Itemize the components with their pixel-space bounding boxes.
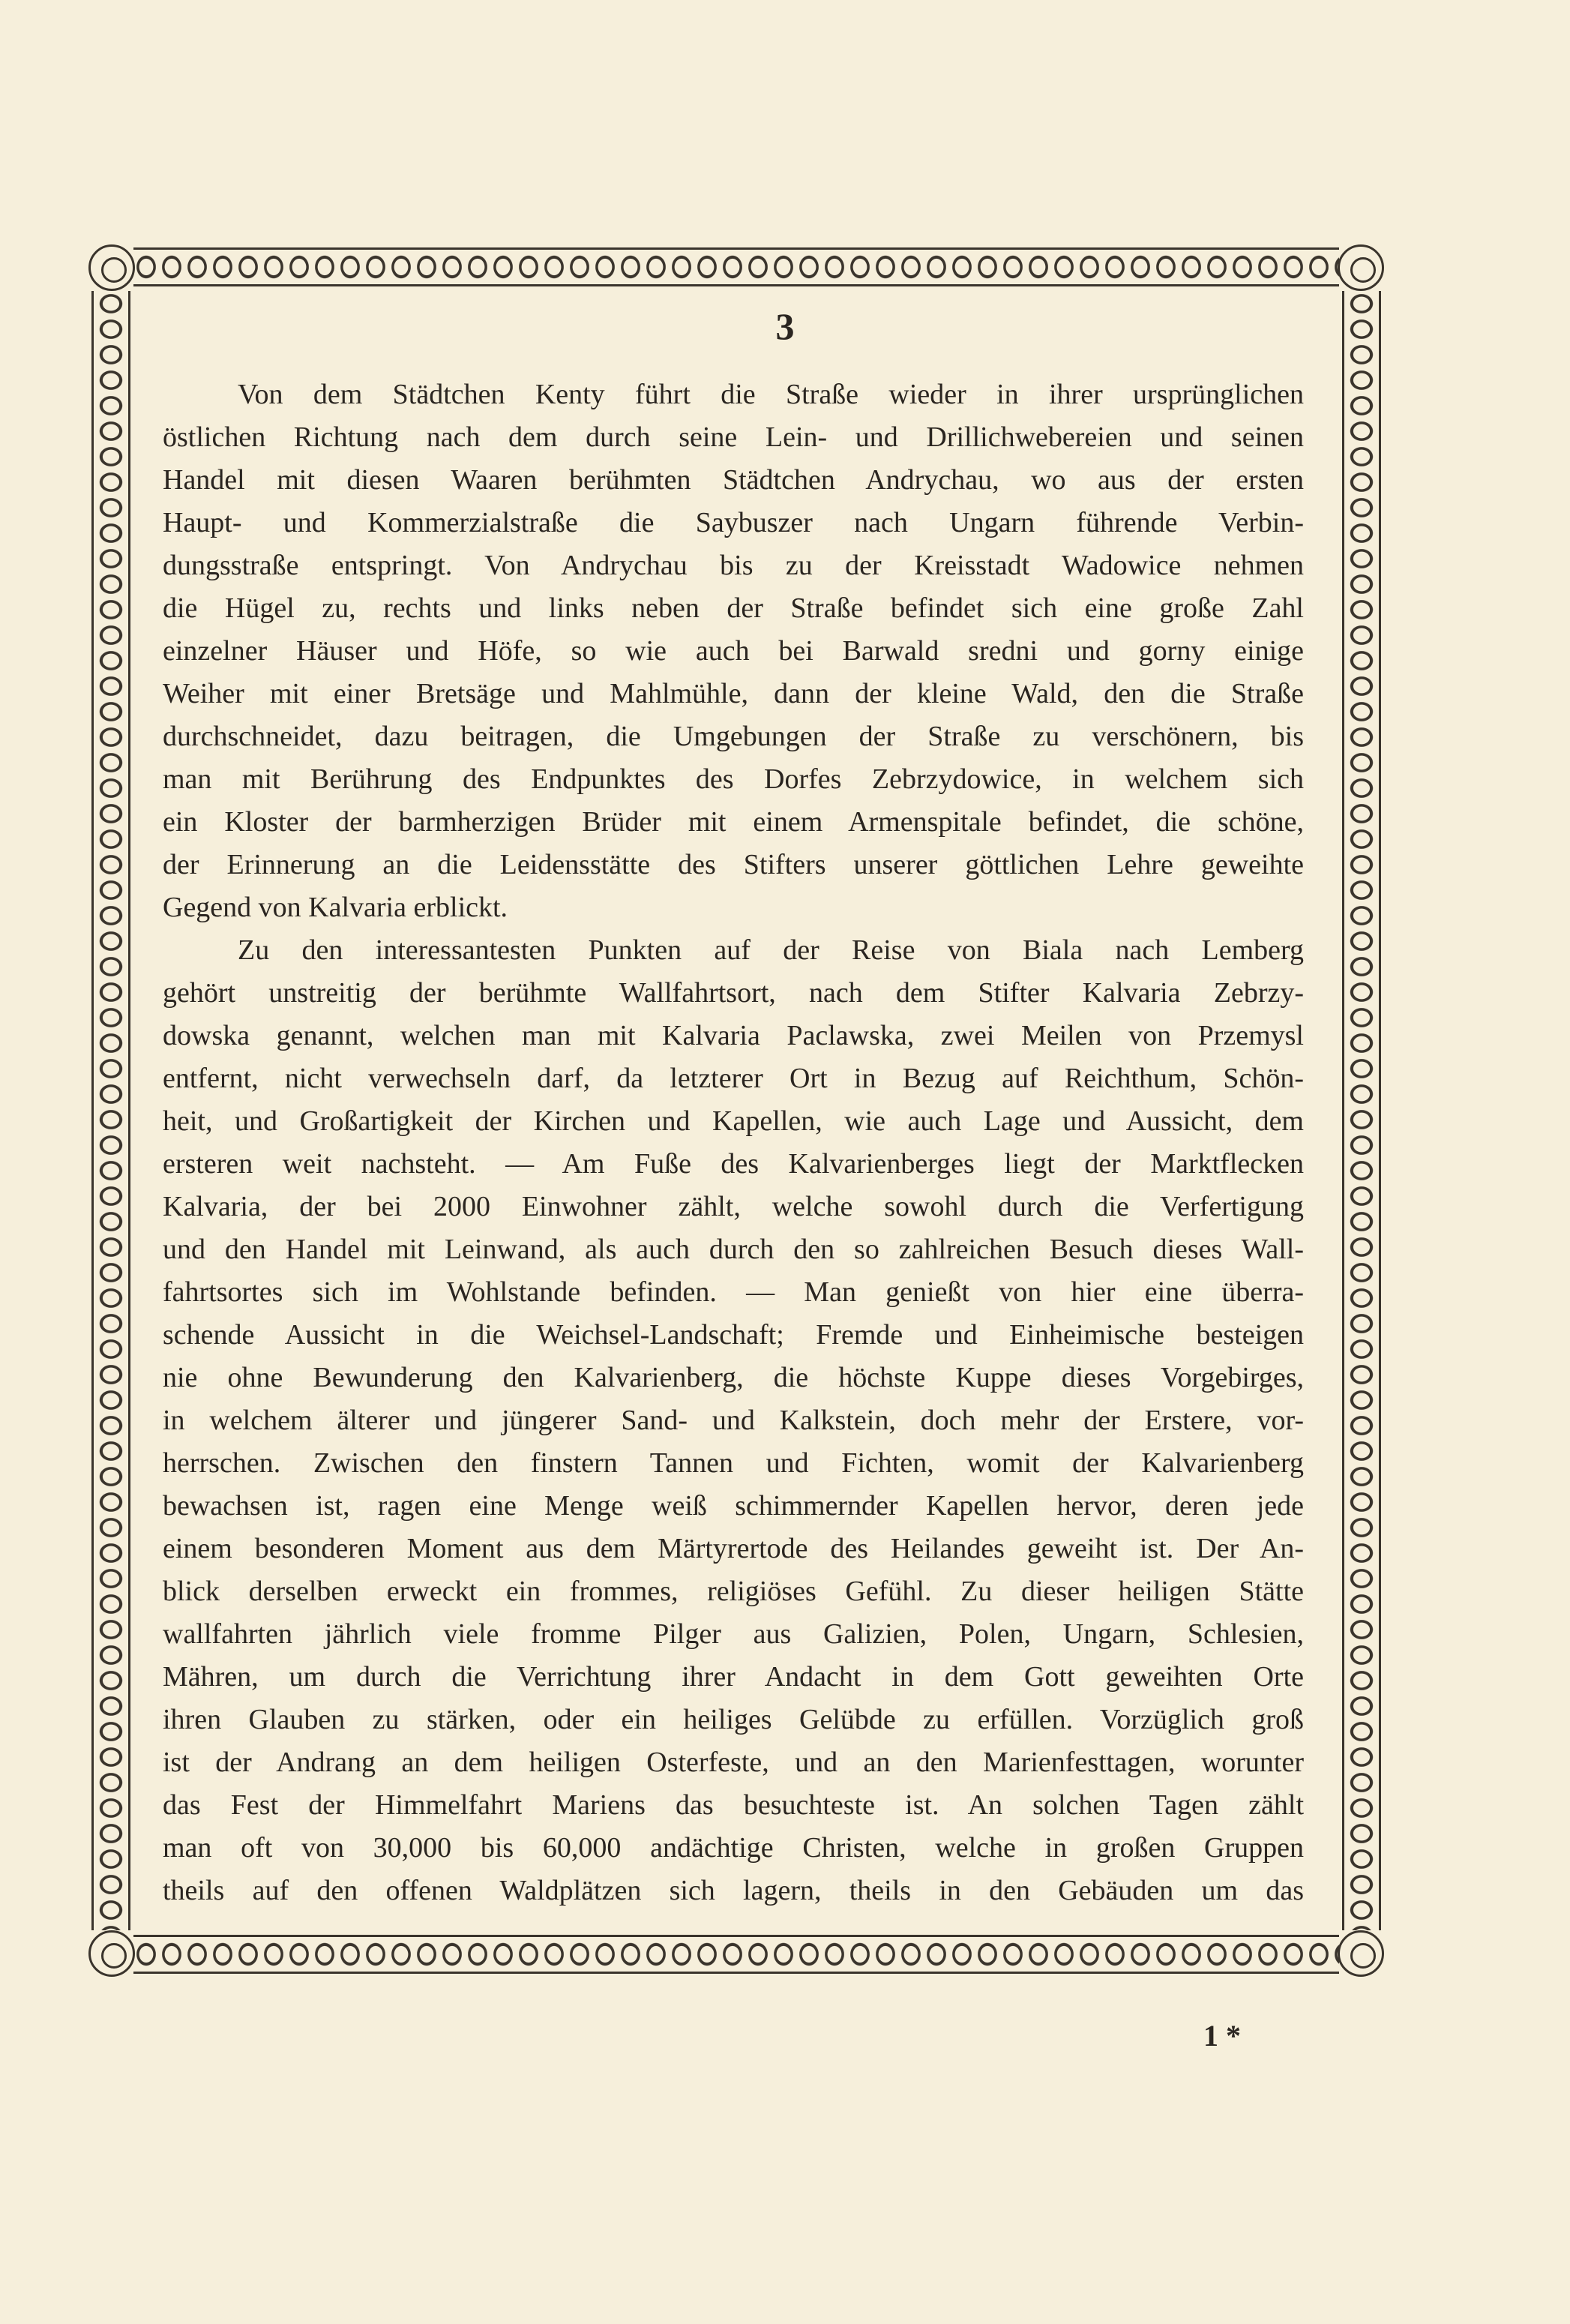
text-line: ihren Glauben zu stärken, oder ein heiliges Gelübde zu erfüllen. Vorzüglich groß xyxy=(163,1704,1304,1735)
text-line: einem besonderen Moment aus dem Märtyrertode des Heilandes geweiht ist. Der An- xyxy=(163,1533,1304,1564)
text-line: Zu den interessantesten Punkten auf der Reise von Biala nach Lemberg xyxy=(238,934,1304,966)
text-line: bewachsen ist, ragen eine Menge weiß schimmernder Kapellen hervor, deren jede xyxy=(163,1490,1304,1522)
text-line: blick derselben erweckt ein frommes, religiöses Gefühl. Zu dieser heiligen Stätte xyxy=(163,1576,1304,1607)
text-line: theils auf den offenen Waldplätzen sich lagern, theils in den Gebäuden um das xyxy=(163,1875,1304,1906)
text-line: Handel mit diesen Waaren berühmten Städtchen Andrychau, wo aus der ersten xyxy=(163,464,1304,496)
text-line: östlichen Richtung nach dem durch seine Lein- und Drillichwebereien und seinen xyxy=(163,421,1304,453)
text-line: man mit Berührung des Endpunktes des Dorfes Zebrzydowice, in welchem sich xyxy=(163,763,1304,795)
corner-ornament-icon xyxy=(1338,244,1384,291)
text-line: schende Aussicht in die Weichsel-Landschaft; Fremde und Einheimische besteigen xyxy=(163,1319,1304,1351)
text-line: und den Handel mit Leinwand, als auch durch den so zahlreichen Besuch dieses Wall- xyxy=(163,1234,1304,1265)
text-line: das Fest der Himmelfahrt Mariens das besuchteste ist. An solchen Tagen zählt xyxy=(163,1789,1304,1821)
text-line: ein Kloster der barmherzigen Brüder mit einem Armenspitale befindet, die schöne, xyxy=(163,806,1304,838)
text-line: der Erinnerung an die Leidensstätte des Stifters unserer göttlichen Lehre geweihte xyxy=(163,849,1304,880)
corner-ornament-icon xyxy=(88,244,135,291)
text-line: fahrtsortes sich im Wohlstande befinden. — Man genießt von hier eine überra- xyxy=(163,1276,1304,1308)
signature-mark: 1 * xyxy=(1203,2019,1241,2053)
body-text xyxy=(163,373,1304,1912)
corner-ornament-icon xyxy=(88,1930,135,1977)
border-top xyxy=(133,247,1339,286)
text-line: ist der Andrang an dem heiligen Osterfeste, und an den Marienfesttagen, worunter xyxy=(163,1747,1304,1778)
text-line: die Hügel zu, rechts und links neben der Straße befindet sich eine große Zahl xyxy=(163,592,1304,624)
text-line: Von dem Städtchen Kenty führt die Straße wieder in ihrer ursprünglichen xyxy=(238,379,1304,410)
corner-ornament-icon xyxy=(1338,1930,1384,1977)
text-line: man oft von 30,000 bis 60,000 andächtige Christen, welche in großen Gruppen xyxy=(163,1832,1304,1864)
text-line: dungsstraße entspringt. Von Andrychau bis zu der Kreisstadt Wadowice nehmen xyxy=(163,550,1304,581)
text-line: wallfahrten jährlich viele fromme Pilger aus Galizien, Polen, Ungarn, Schlesien, xyxy=(163,1618,1304,1650)
text-line: ersteren weit nachsteht. — Am Fuße des Kalvarienberges liegt der Marktflecken xyxy=(163,1148,1304,1180)
text-line: Mähren, um durch die Verrichtung ihrer Andacht in dem Gott geweihten Orte xyxy=(163,1661,1304,1693)
text-line: Gegend von Kalvaria erblickt. xyxy=(163,892,508,923)
text-line: herrschen. Zwischen den finstern Tannen und Fichten, womit der Kalvarienberg xyxy=(163,1447,1304,1479)
border-right xyxy=(1342,291,1381,1930)
border-left xyxy=(91,291,130,1930)
text-line: dowska genannt, welchen man mit Kalvaria Paclawska, zwei Meilen von Przemysl xyxy=(163,1020,1304,1051)
text-line: durchschneidet, dazu beitragen, die Umgebungen der Straße zu verschönern, bis xyxy=(163,721,1304,752)
text-line: Haupt- und Kommerzialstraße die Saybuszer nach Ungarn führende Verbin- xyxy=(163,507,1304,538)
text-line: entfernt, nicht verwechseln darf, da letzterer Ort in Bezug auf Reichthum, Schön- xyxy=(163,1063,1304,1094)
text-line: heit, und Großartigkeit der Kirchen und Kapellen, wie auch Lage und Aussicht, dem xyxy=(163,1105,1304,1137)
text-line: gehört unstreitig der berühmte Wallfahrtsort, nach dem Stifter Kalvaria Zebrzy- xyxy=(163,977,1304,1009)
text-line: Weiher mit einer Bretsäge und Mahlmühle, dann der kleine Wald, den die Straße xyxy=(163,678,1304,709)
text-line: nie ohne Bewunderung den Kalvarienberg, die höchste Kuppe dieses Vorgebirges, xyxy=(163,1362,1304,1393)
text-line: einzelner Häuser und Höfe, so wie auch bei Barwald sredni und gorny einige xyxy=(163,635,1304,667)
page-number: 3 xyxy=(775,305,795,347)
text-line: in welchem älterer und jüngerer Sand- und Kalkstein, doch mehr der Erstere, vor- xyxy=(163,1405,1304,1436)
text-line: Kalvaria, der bei 2000 Einwohner zählt, welche sowohl durch die Verfertigung xyxy=(163,1191,1304,1222)
border-bottom xyxy=(133,1935,1339,1974)
